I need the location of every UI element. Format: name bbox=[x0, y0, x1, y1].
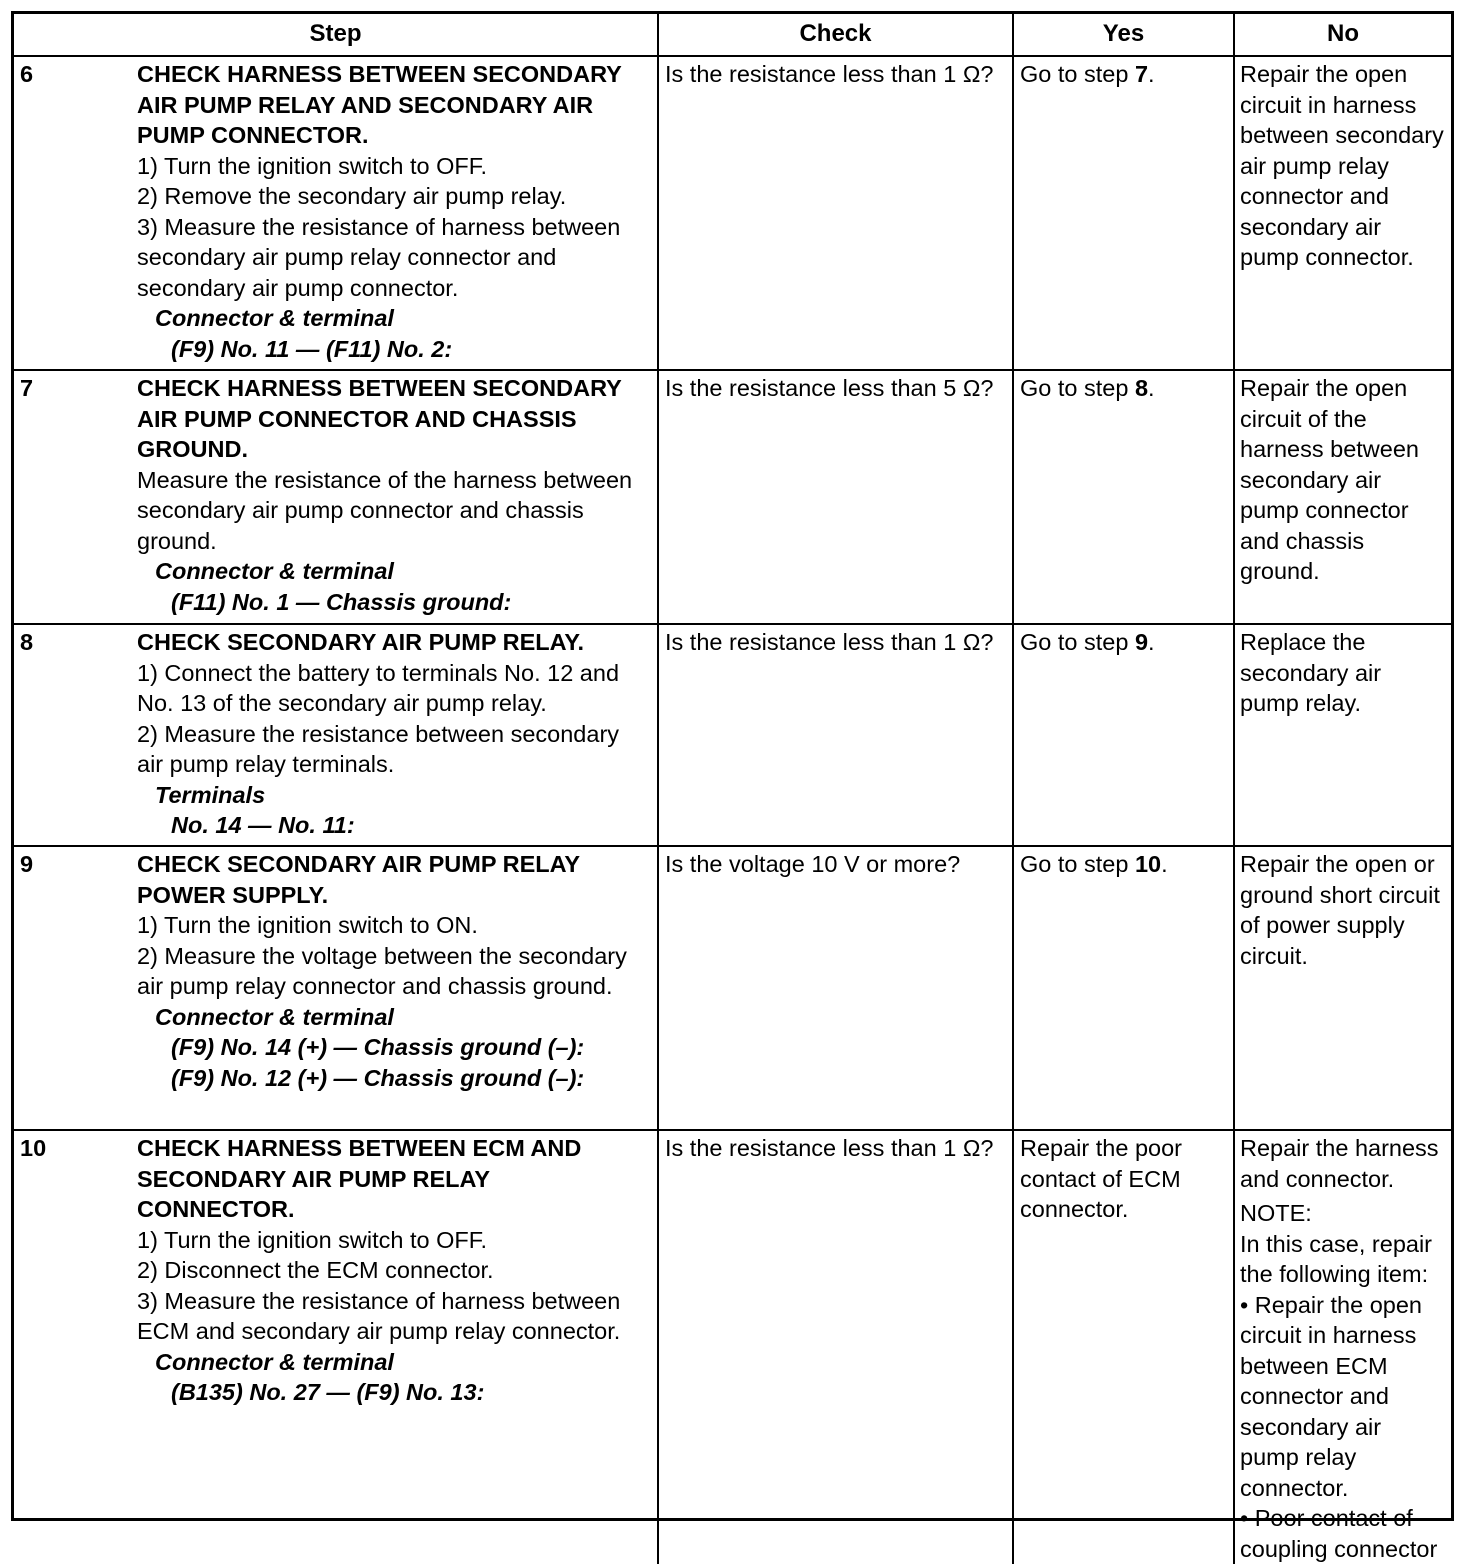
step-instruction: 2) Measure the resistance between secondary air pump relay terminals. bbox=[137, 720, 620, 777]
header-yes: Yes bbox=[1013, 14, 1234, 56]
diagnostic-table bbox=[14, 14, 1451, 1564]
check-cell: Is the resistance less than 1 Ω? bbox=[658, 624, 1013, 846]
step-instruction: 2) Disconnect the ECM connector. bbox=[137, 1257, 494, 1283]
yes-suffix: . bbox=[1148, 629, 1155, 655]
yes-cell bbox=[1013, 846, 1234, 1130]
table-row-step-7 bbox=[14, 370, 1451, 624]
yes-step-number: 9 bbox=[1134, 629, 1149, 655]
check-cell: Is the resistance less than 5 Ω? bbox=[658, 370, 1013, 624]
step-title: CHECK SECONDARY AIR PUMP RELAY POWER SUPPLY. bbox=[137, 851, 580, 908]
yes-suffix: . bbox=[1148, 61, 1155, 87]
yes-prefix: Go to step bbox=[1020, 375, 1135, 401]
yes-prefix: Go to step bbox=[1020, 851, 1135, 877]
yes-suffix: . bbox=[1161, 851, 1168, 877]
step-instruction: 1) Turn the ignition switch to OFF. bbox=[137, 1226, 488, 1253]
step-title: CHECK SECONDARY AIR PUMP RELAY. bbox=[137, 629, 585, 655]
yes-cell: Repair the poor contact of ECM connector. bbox=[1013, 1130, 1234, 1564]
spec-value: No. 14 — No. 11: bbox=[171, 812, 355, 838]
spec-label: Connector & terminal bbox=[155, 305, 394, 331]
yes-step-number: 7 bbox=[1134, 61, 1149, 87]
yes-step-number: 8 bbox=[1134, 375, 1149, 401]
spec-value: (F9) No. 11 — (F11) No. 2: bbox=[171, 335, 453, 362]
check-cell: Is the voltage 10 V or more? bbox=[658, 846, 1013, 1130]
check-cell: Is the resistance less than 1 Ω? bbox=[658, 56, 1013, 370]
step-instruction: 2) Remove the secondary air pump relay. bbox=[137, 183, 567, 209]
step-number: 9 bbox=[20, 851, 34, 877]
spec-value: (B135) No. 27 — (F9) No. 13: bbox=[171, 1379, 485, 1405]
note-item: • Poor contact of coupling connector bbox=[1240, 1505, 1438, 1562]
diagnostic-table-frame bbox=[11, 11, 1454, 1562]
yes-cell bbox=[1013, 370, 1234, 624]
header-step: Step bbox=[14, 14, 658, 56]
step-number: 8 bbox=[20, 629, 34, 655]
step-title: CHECK HARNESS BETWEEN SECONDARY AIR PUMP RELAY AND SECONDARY AIR PUMP CONNECTOR. bbox=[137, 61, 622, 148]
step-cell bbox=[14, 370, 658, 624]
step-instruction: 3) Measure the resistance of harness between ECM and secondary air pump relay connector. bbox=[137, 1287, 621, 1344]
spec-value: (F9) No. 14 (+) — Chassis ground (–): bbox=[171, 1034, 585, 1060]
step-title: CHECK HARNESS BETWEEN SECONDARY AIR PUMP CONNECTOR AND CHASSIS GROUND. bbox=[137, 375, 622, 462]
spec-label: Connector & terminal bbox=[155, 1003, 394, 1030]
yes-prefix: Go to step bbox=[1020, 61, 1135, 87]
step-instruction: 3) Measure the resistance of harness between secondary air pump relay connector and secondary air pump connector. bbox=[137, 213, 621, 301]
step-cell bbox=[14, 56, 658, 370]
step-number: 6 bbox=[20, 61, 34, 87]
step-cell bbox=[14, 624, 658, 846]
table-row-step-10 bbox=[14, 1130, 1451, 1564]
table-row-step-9 bbox=[14, 846, 1451, 1130]
no-cell: Replace the secondary air pump relay. bbox=[1234, 624, 1451, 846]
yes-prefix: Go to step bbox=[1020, 629, 1135, 655]
note-intro: In this case, repair the following item: bbox=[1240, 1230, 1433, 1287]
step-instruction: Measure the resistance of the harness between secondary air pump connector and chassis ground. bbox=[137, 466, 633, 554]
step-cell bbox=[14, 1130, 658, 1564]
no-cell: Repair the open circuit in harness between secondary air pump relay connector and secondary air pump connector. bbox=[1234, 56, 1451, 370]
spec-value: (F9) No. 12 (+) — Chassis ground (–): bbox=[171, 1064, 585, 1091]
spec-label: Terminals bbox=[155, 781, 266, 808]
no-lead: Repair the harness and connector. bbox=[1240, 1135, 1439, 1192]
step-instruction: 2) Measure the voltage between the secondary air pump relay connector and chassis ground. bbox=[137, 942, 627, 999]
header-row bbox=[14, 14, 1451, 56]
header-check: Check bbox=[658, 14, 1013, 56]
yes-cell bbox=[1013, 56, 1234, 370]
no-cell: Repair the open or ground short circuit of power supply circuit. bbox=[1234, 846, 1451, 1130]
yes-cell bbox=[1013, 624, 1234, 846]
note-label: NOTE: bbox=[1240, 1200, 1312, 1226]
note-item: • Repair the open circuit in harness between ECM connector and secondary air pump relay connector. bbox=[1240, 1291, 1422, 1501]
step-instruction: 1) Turn the ignition switch to ON. bbox=[137, 912, 478, 938]
header-no: No bbox=[1234, 14, 1451, 56]
step-cell bbox=[14, 846, 658, 1130]
spec-value: (F11) No. 1 — Chassis ground: bbox=[171, 588, 512, 615]
step-instruction: 1) Turn the ignition switch to OFF. bbox=[137, 152, 488, 179]
spec-label: Connector & terminal bbox=[155, 558, 394, 584]
check-cell: Is the resistance less than 1 Ω? bbox=[658, 1130, 1013, 1564]
table-row-step-8 bbox=[14, 624, 1451, 846]
yes-suffix: . bbox=[1148, 375, 1155, 401]
step-number: 10 bbox=[20, 1135, 47, 1161]
table-row-step-6 bbox=[14, 56, 1451, 370]
no-cell bbox=[1234, 1130, 1451, 1564]
spec-label: Connector & terminal bbox=[155, 1348, 394, 1375]
no-cell: Repair the open circuit of the harness between secondary air pump connector and chassis ground. bbox=[1234, 370, 1451, 624]
yes-step-number: 10 bbox=[1134, 851, 1162, 877]
step-title: CHECK HARNESS BETWEEN ECM AND SECONDARY AIR PUMP RELAY CONNECTOR. bbox=[137, 1135, 582, 1222]
step-instruction: 1) Connect the battery to terminals No. 12 and No. 13 of the secondary air pump relay. bbox=[137, 659, 620, 716]
step-number: 7 bbox=[20, 375, 34, 401]
